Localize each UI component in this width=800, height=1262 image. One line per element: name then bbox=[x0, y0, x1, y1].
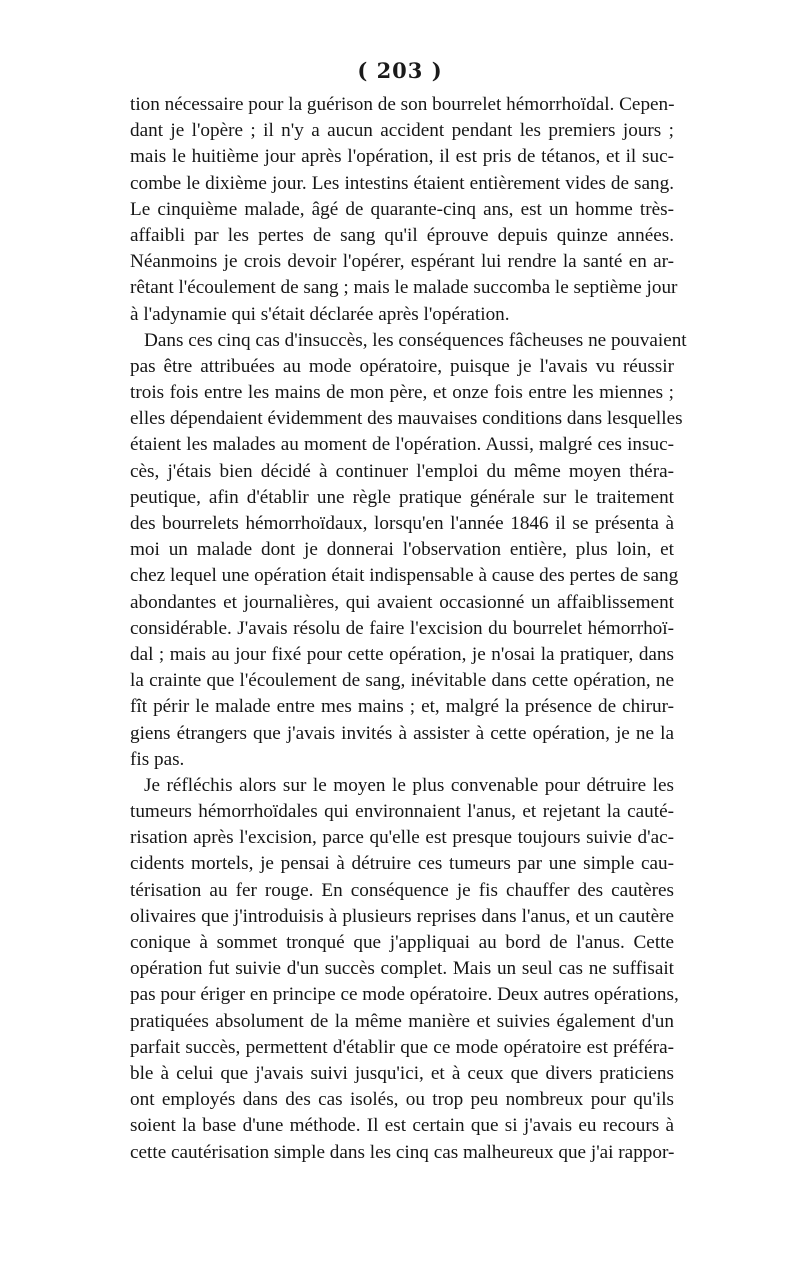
paragraph bbox=[130, 328, 687, 773]
text-line: pas pour ériger en principe ce mode opératoire. Deux autres opérations, bbox=[130, 984, 679, 1006]
text-line: fît périr le malade entre mes mains ; et, malgré la présence de chirur- bbox=[130, 696, 674, 718]
page-number: ( 203 ) bbox=[357, 58, 443, 83]
text-line: parfait succès, permettent d'établir que ce mode opératoire est préféra- bbox=[130, 1036, 674, 1058]
text-line: risation après l'excision, parce qu'elle est presque toujours suivie d'ac- bbox=[130, 827, 674, 849]
text-line: Le cinquième malade, âgé de quarante-cinq ans, est un homme très- bbox=[130, 198, 674, 220]
text-line: trois fois entre les mains de mon père, et onze fois entre les miennes ; bbox=[130, 382, 674, 404]
text-line: à l'adynamie qui s'était déclarée après l'opération. bbox=[130, 303, 510, 325]
text-line: olivaires que j'introduisis à plusieurs reprises dans l'anus, et un cautère bbox=[130, 905, 674, 927]
text-line: cette cautérisation simple dans les cinq cas malheureux que j'ai rappor- bbox=[130, 1141, 675, 1163]
text-line: tumeurs hémorrhoïdales qui environnaient l'anus, et rejetant la cauté- bbox=[130, 801, 674, 823]
text-line: elles dépendaient évidemment des mauvaises conditions dans lesquelles bbox=[130, 408, 683, 430]
text-line: pratiquées absolument de la même manière et suivies également d'un bbox=[130, 1010, 674, 1032]
text-line: Dans ces cinq cas d'insuccès, les conséquences fâcheuses ne pouvaient bbox=[144, 329, 687, 351]
text-line: peutique, afin d'établir une règle pratique générale sur le traitement bbox=[130, 486, 674, 508]
text-line: ble à celui que j'avais suivi jusqu'ici, et à ceux que divers praticiens bbox=[130, 1062, 674, 1084]
text-line: opération fut suivie d'un succès complet. Mais un seul cas ne suffisait bbox=[130, 958, 674, 980]
text-line: fis pas. bbox=[130, 748, 185, 770]
text-line: étaient les malades au moment de l'opération. Aussi, malgré ces insuc- bbox=[130, 434, 674, 456]
text-line: cès, j'étais bien décidé à continuer l'emploi du même moyen théra- bbox=[130, 460, 674, 482]
text-line: chez lequel une opération était indispensable à cause des pertes de sang bbox=[130, 565, 679, 587]
text-line: affaibli par les pertes de sang qu'il éprouve depuis quinze années. bbox=[130, 224, 674, 246]
text-line: térisation au fer rouge. En conséquence je fis chauffer des cautères bbox=[130, 879, 674, 901]
text-line: giens étrangers que j'avais invités à assister à cette opération, je ne la bbox=[130, 722, 674, 744]
text-line: conique à sommet tronqué que j'appliquai au bord de l'anus. Cette bbox=[130, 932, 674, 953]
text-line: soient la base d'une méthode. Il est certain que si j'avais eu recours à bbox=[130, 1115, 674, 1137]
text-line: moi un malade dont je donnerai l'observation entière, plus loin, et bbox=[130, 539, 674, 561]
text-line: considérable. J'avais résolu de faire l'excision du bourrelet hémorrhoï- bbox=[130, 617, 674, 639]
text-line: Je réfléchis alors sur le moyen le plus convenable pour détruire les bbox=[144, 774, 674, 796]
text-line: abondantes et journalières, qui avaient occasionné un affaiblissement bbox=[130, 591, 674, 613]
paragraph bbox=[130, 92, 678, 328]
text-line: tion nécessaire pour la guérison de son bourrelet hémorrhoïdal. Cepen- bbox=[130, 94, 675, 115]
body-text bbox=[130, 92, 687, 1166]
text-line: combe le dixième jour. Les intestins étaient entièrement vides de sang. bbox=[130, 172, 674, 194]
text-line: mais le huitième jour après l'opération, il est pris de tétanos, et il suc- bbox=[130, 146, 674, 168]
text-line: pas être attribuées au mode opératoire, puisque je l'avais vu réussir bbox=[130, 355, 674, 377]
text-line: Néanmoins je crois devoir l'opérer, espérant lui rendre la santé en ar- bbox=[130, 251, 674, 273]
text-line: ont employés dans des cas isolés, ou trop peu nombreux pour qu'ils bbox=[130, 1089, 674, 1111]
text-line: la crainte que l'écoulement de sang, inévitable dans cette opération, ne bbox=[130, 670, 674, 692]
text-line: dal ; mais au jour fixé pour cette opération, je n'osai la pratiquer, dans bbox=[130, 643, 674, 665]
text-line: cidents mortels, je pensai à détruire ces tumeurs par une simple cau- bbox=[130, 853, 674, 875]
text-line: des bourrelets hémorrhoïdaux, lorsqu'en l'année 1846 il se présenta à bbox=[130, 513, 674, 534]
text-line: rêtant l'écoulement de sang ; mais le malade succomba le septième jour bbox=[130, 277, 678, 299]
text-line: dant je l'opère ; il n'y a aucun accident pendant les premiers jours ; bbox=[130, 120, 674, 142]
paragraph bbox=[130, 773, 679, 1166]
